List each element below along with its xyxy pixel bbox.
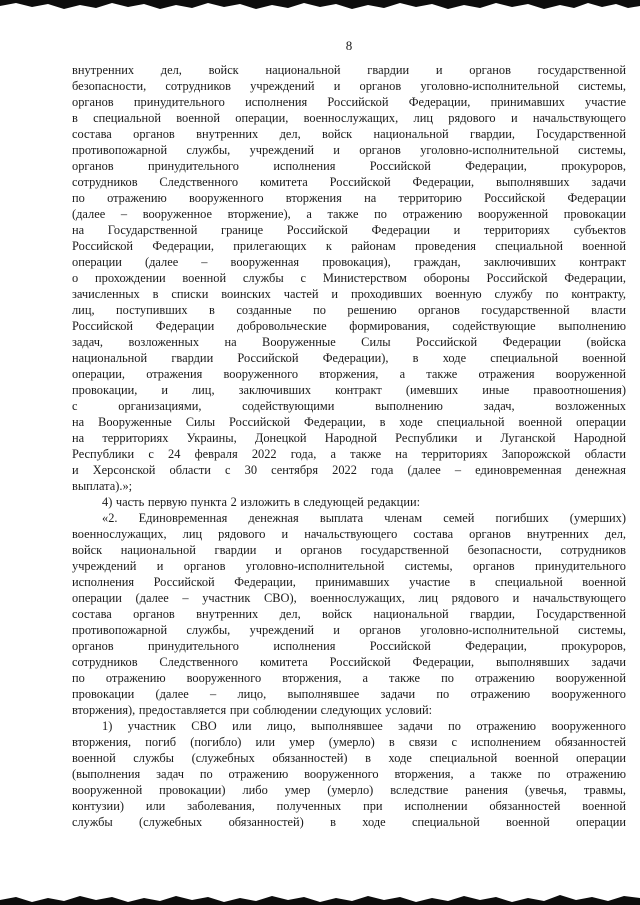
text-line: о прохождении военной службы с Министерством обороны Российской Федерации, (72, 271, 626, 285)
text-line: безопасности, сотрудников учреждений и органов уголовно-исполнительной системы, (72, 79, 626, 93)
text-line: органов принудительного исполнения Российской Федерации, прокуроров, (72, 639, 626, 653)
text-line: лиц, поступивших в созданные по решению органов государственной власти (72, 303, 626, 317)
scan-torn-edge-top (0, 0, 640, 12)
text-line: учреждений и органов уголовно-исполнительной системы, органов принудительного (72, 559, 626, 573)
text-line: вторжения, погиб (погибло) или умер (умерло) в связи с исполнением обязанностей (72, 735, 626, 749)
text-line: противопожарной службы, учреждений и органов уголовно-исполнительной системы, (72, 143, 626, 157)
text-line: исполнения Российской Федерации, принимавших участие в специальной военной (72, 575, 626, 589)
text-line: вооруженной провокации) либо умер (умерло) вследствие ранения (увечья, травмы, (72, 783, 626, 797)
text-line: (выполнения задач по отражению вооруженного вторжения, а также по отражению (72, 767, 626, 781)
text-line: в специальной военной операции, военнослужащих, лиц рядового и начальствующего (72, 111, 626, 125)
text-line: внутренних дел, войск национальной гвардии и органов государственной (72, 63, 626, 77)
page-number: 8 (345, 38, 353, 53)
text-line: по отражению вооруженного вторжения, а также по отражению вооруженной (72, 671, 626, 685)
text-line: военнослужащих, лиц рядового и начальствующего состава органов внутренних дел, (72, 527, 626, 541)
text-line: Республики с 24 февраля 2022 года, а также на территориях Запорожской области (72, 447, 626, 461)
scan-torn-edge-bottom (0, 893, 640, 905)
text-line: по отражению вооруженного вторжения на территорию Российской Федерации (72, 191, 626, 205)
text-line: состава органов внутренних дел, войск национальной гвардии, Государственной (72, 127, 626, 141)
text-line: зачисленных в списки воинских частей и проходивших военную службу по контракту, (72, 287, 626, 301)
text-line: провокации (далее – лицо, выполнявшее задачи по отражению вооруженного (72, 687, 626, 701)
text-line: операции (далее – участник СВО), военнослужащих, лиц рядового и начальствующего (72, 591, 626, 605)
text-line: органов принудительного исполнения Российской Федерации, прокуроров, (72, 159, 626, 173)
text-line: на Государственной границе Российской Федерации и территориях субъектов (72, 223, 626, 237)
text-line: 4) часть первую пункта 2 изложить в следующей редакции: (102, 495, 421, 509)
text-line: органов принудительного исполнения Российской Федерации, принимавших участие (72, 95, 626, 109)
text-line: на территориях Украины, Донецкой Народной Республики и Луганской Народной (72, 431, 626, 445)
scan-torn-edge-bottom-shape (0, 895, 640, 905)
scan-torn-edge-top-shape (0, 0, 640, 9)
text-line: операции (далее – вооруженная провокация), граждан, заключивших контракт (72, 255, 626, 269)
text-line: (далее – вооруженное вторжение), а также по отражению вооруженной провокации (72, 207, 626, 221)
text-line: Российской Федерации, прилегающих к районам проведения специальной военной (72, 239, 626, 253)
text-line: сотрудников Следственного комитета Российской Федерации, выполнявших задачи (72, 655, 626, 669)
text-line: с организациями, содействующими выполнению задач, возложенных (72, 399, 626, 413)
text-line: задач, возложенных на Вооруженные Силы Российской Федерации (войска (72, 335, 626, 349)
text-line: операции, отражения вооруженного вторжения, а также отражения вооруженной (72, 367, 626, 381)
text-line: «2. Единовременная денежная выплата членам семей погибших (умерших) (102, 511, 626, 525)
text-line: Российской Федерации добровольческие формирования, содействующие выполнению (72, 319, 626, 333)
text-line: на Вооруженные Силы Российской Федерации, в ходе специальной военной операции (72, 415, 626, 429)
document-text-body (72, 62, 626, 830)
text-line: выплата).»; (72, 479, 133, 493)
text-line: противопожарной службы, учреждений и органов уголовно-исполнительной системы, (72, 623, 626, 637)
text-line: службы (служебных обязанностей) в ходе специальной военной операции (72, 815, 626, 829)
text-line: состава органов внутренних дел, войск национальной гвардии, Государственной (72, 607, 626, 621)
text-line: вторжения), предоставляется при соблюдении следующих условий: (72, 703, 433, 717)
text-line: провокации, и лиц, заключивших контракт (имевших иные правоотношения) (72, 383, 626, 397)
text-line: войск национальной гвардии и органов государственной безопасности, сотрудников (72, 543, 626, 557)
text-line: контузии) или заболевания, полученных при исполнении обязанностей военной (72, 799, 626, 813)
text-line: сотрудников Следственного комитета Российской Федерации, выполнявших задачи (72, 175, 626, 189)
text-line: и Херсонской области с 30 сентября 2022 года (далее – единовременная денежная (72, 463, 626, 477)
text-line: военной службы (служебных обязанностей) в ходе специальной военной операции (72, 751, 626, 765)
text-line: национальной гвардии Российской Федерации), в ходе специальной военной (72, 351, 626, 365)
text-line: 1) участник СВО или лицо, выполнявшее задачи по отражению вооруженного (102, 719, 626, 733)
